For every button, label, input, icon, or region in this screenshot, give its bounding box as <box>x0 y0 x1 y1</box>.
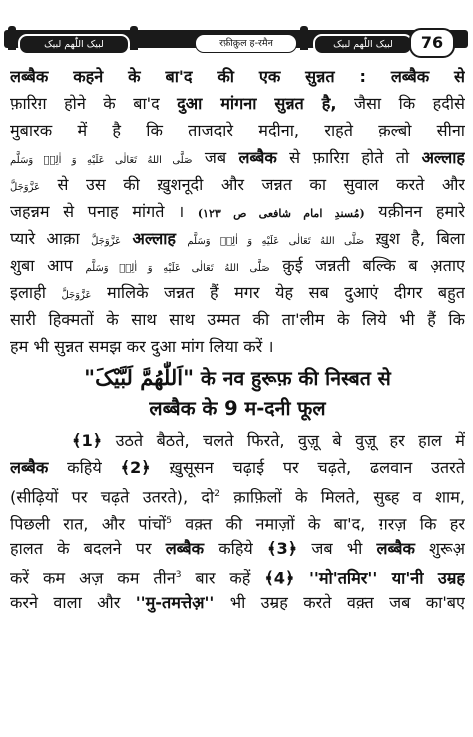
text-run: जब भी <box>297 539 377 558</box>
text-run: से उस की ख़ुशनूदी और जन्नत का सुवाल करते और <box>40 175 465 194</box>
text-run: क़ुई जन्नती बल्कि ब अ़ताए <box>269 256 465 275</box>
text-run: सारी हिक्मतों के साथ साथ उम्मत की ता'लीम के लिये भी हैं कि <box>10 310 465 329</box>
superscript: 3 <box>175 570 182 580</box>
header-right-badge: لبیک اللّٰھم لبیک <box>313 34 413 55</box>
item-number: ﴾3﴿ <box>266 539 298 558</box>
durood-text: صَلَّى اللهُ تَعَالٰى عَلَيْهِ وَ اٰلِهٖ وَسَلَّم <box>10 155 193 166</box>
header-left-badge: لبیک اللّٰھم لبیک <box>18 34 130 55</box>
text-run: जहन्नम से पनाह मांगते । <box>10 202 198 221</box>
durood-text: صَلَّى اللهُ تَعَالٰى عَلَيْهِ وَ اٰلِهٖ وَسَلَّم <box>85 263 270 274</box>
text-line <box>10 171 465 198</box>
superscript: 2 <box>214 489 220 499</box>
text-run: यक़ीनन हमारे <box>364 202 465 221</box>
text-run: भी उम्रह करते वक़्त जब का'बए <box>214 593 465 612</box>
text-line <box>10 225 465 252</box>
text-line <box>10 198 465 225</box>
text-run: लब्बैक <box>10 458 49 477</box>
text-run: पिछली रात, और पांचों <box>10 514 167 534</box>
text-run: अल्लाह <box>132 229 176 248</box>
page-body <box>10 63 465 616</box>
page-number: 76 <box>409 28 455 58</box>
text-run: शुरूअ़ <box>414 539 465 558</box>
text-run: मालिके जन्नत हैं मगर येह सब दुआएं दीगर बहुत <box>91 283 465 302</box>
labbaik-calligraphy: "اَللّٰھُمَّ لَبَّیْکَ" <box>84 365 195 390</box>
title-text: के नव हुरूफ़ की निस्बत से <box>194 367 391 390</box>
text-run: फ़ारिग़ होने के बा'द <box>10 94 178 113</box>
text-run: जब <box>192 148 239 167</box>
text-run: लब्बैक <box>376 539 415 558</box>
text-run: हालत के बदलने पर <box>10 539 166 558</box>
item-number: ﴾2﴿ <box>120 458 151 477</box>
lantern-icon <box>8 26 16 50</box>
text-run: मुबारक में है कि ताजदारे मदीना, राहते क़ल्बो सीना <box>10 121 465 140</box>
item-number: ﴾4﴿ <box>264 568 295 588</box>
text-run: ख़ुश है, बिला <box>364 229 465 248</box>
text-line <box>10 252 465 279</box>
text-run: करें कम अज़ कम तीन <box>10 568 176 588</box>
text-line <box>10 144 465 171</box>
section-title <box>10 363 465 394</box>
superscript: 5 <box>166 516 172 526</box>
text-run: कहिये <box>204 539 267 558</box>
text-run: ''मो'तमिर'' या'नी उम्रह <box>294 568 465 588</box>
text-run <box>121 229 132 248</box>
text-run: लब्बैक <box>165 539 205 558</box>
text-run: ख़ुसूसन चढ़ाई पर चढ़ते, ढलवान उतरते <box>150 458 465 477</box>
text-line <box>10 454 465 481</box>
text-run: से फ़ारिग़ होते तो <box>276 148 422 167</box>
lantern-icon <box>130 26 138 50</box>
header-title: रफ़ीक़ुल ह-रमैन <box>195 34 297 53</box>
text-run: वक़्त की नमाज़ों के बा'द, ग़रज़ कि हर <box>171 514 465 534</box>
text-line <box>10 306 465 333</box>
text-run: बार कहें <box>181 568 265 588</box>
text-run <box>176 229 187 248</box>
text-run: ''मु-तमत्तेअ़'' <box>135 593 215 612</box>
text-line <box>10 589 465 616</box>
text-run: हम भी सुन्नत समझ कर दुआ मांग लिया करें । <box>10 337 274 356</box>
durood-text: صَلَّى اللهُ تَعَالٰى عَلَيْهِ وَ اٰلِهٖ وَسَلَّم <box>187 236 365 247</box>
azza-wajal-text: عَزَّوَجَلَّ <box>61 290 92 301</box>
text-line <box>10 427 465 454</box>
text-line <box>10 508 465 535</box>
text-run: क़ाफ़िलों के मिलते, सुब्ह व शाम, <box>219 487 465 507</box>
page-header <box>0 0 473 52</box>
lantern-icon <box>300 26 308 50</box>
text-run: कहिये <box>48 458 121 477</box>
text-run: शुबा आप <box>10 256 86 275</box>
text-run: उठते बैठते, चलते फिरते, वुज़ू बे वुज़ू हर हाल में <box>102 431 465 450</box>
text-run: अल्लाह <box>421 148 465 167</box>
text-run: (सीढ़ियों पर चढ़ते उतरते), दो <box>10 487 215 507</box>
section-subtitle: लब्बैक के 9 म-दनी फूल <box>149 397 326 420</box>
text-run: करने वाला और <box>10 593 136 612</box>
azza-wajal-text: عَزَّوَجَلَّ <box>10 182 41 193</box>
text-line <box>10 90 465 117</box>
text-line <box>10 481 465 508</box>
text-line <box>10 535 465 562</box>
text-run: जैसा कि हदीसे <box>336 94 465 113</box>
text-line <box>10 63 465 90</box>
section-heading: लब्बैक कहने के बा'द की एक सुन्नत : <box>10 67 366 86</box>
text-line <box>10 562 465 589</box>
text-line <box>10 333 465 360</box>
item-number: ﴾1﴿ <box>72 431 103 450</box>
text-line <box>10 279 465 306</box>
azza-wajal-text: عَزَّوَجَلَّ <box>91 236 122 247</box>
text-run: दुआ मांगना सुन्नत है, <box>177 94 337 113</box>
text-run: प्यारे आक़ा <box>10 229 92 248</box>
text-run: इलाही <box>10 283 62 302</box>
reference-text: (مُسندِ امام شافعی ص ۱۲۳) <box>197 207 365 220</box>
text-run: लब्बैक <box>238 148 277 167</box>
text-run: लब्बैक से <box>365 67 465 86</box>
text-line <box>10 117 465 144</box>
